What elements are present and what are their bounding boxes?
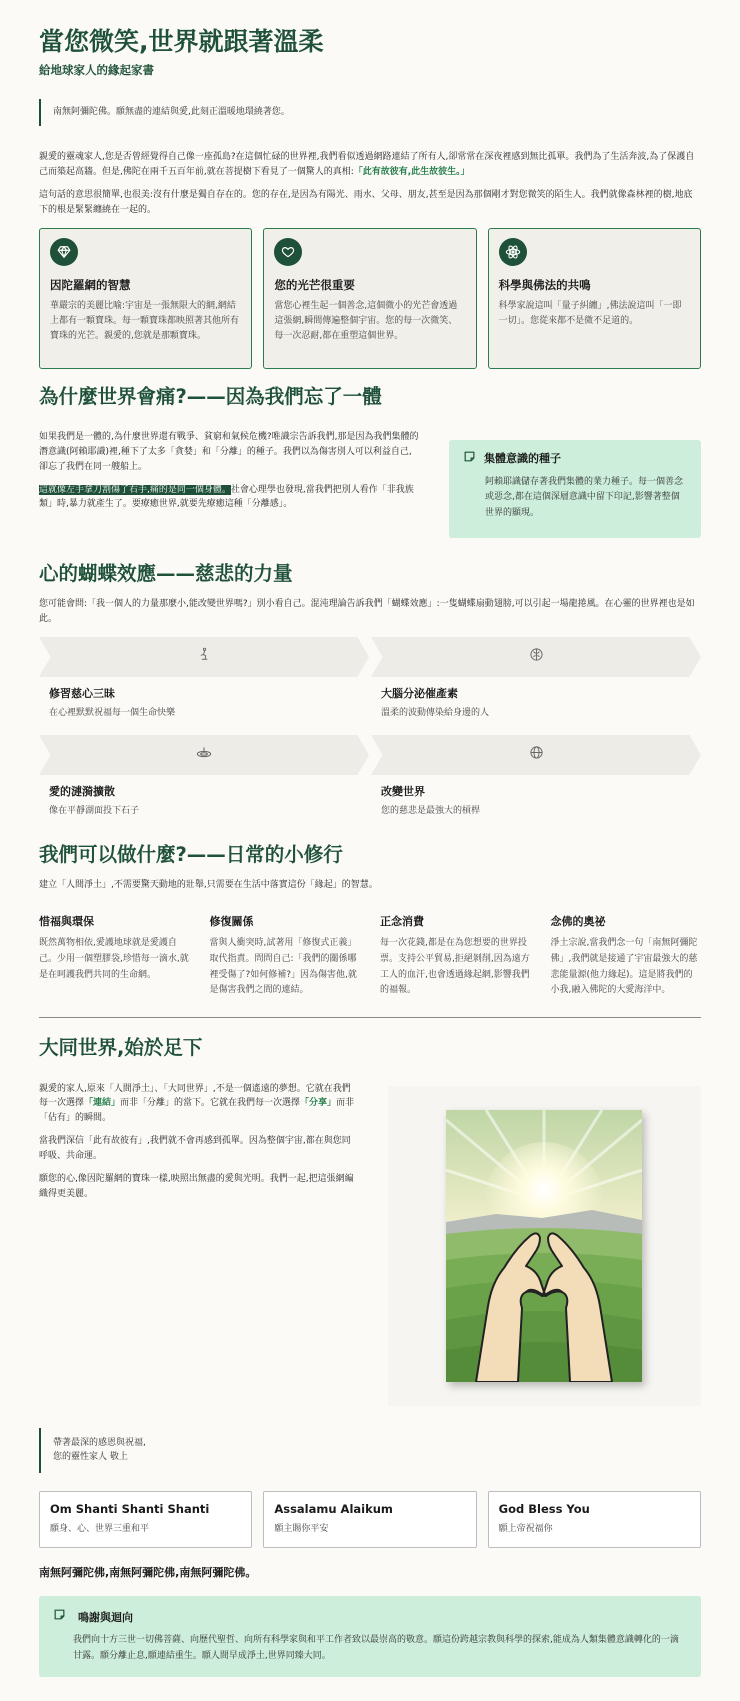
butterfly-intro: 您可能會問:「我一個人的力量那麼小,能改變世界嗎?」別小看自己。混沌理論告訴我們「蝴蝶效應」:一隻蝴蝶扇動翅膀,可以引起一場龍捲風。在心靈的世界裡也是如此。 xyxy=(39,599,695,625)
why-paragraph-1: 如果我們是一體的,為什麼世界還有戰爭、貧窮和氣候危機?唯識宗告訴我們,那是因為我們集體的潛意識(阿賴耶識)裡,種下了太多「貪婪」和「分離」的種子。我們以為傷害別人可以利益自己,卻忘了我們在同一艘船上。 xyxy=(39,431,419,472)
card-title: 因陀羅網的智慧 xyxy=(50,277,131,292)
actions-intro: 建立「人間淨土」,不需要驚天動地的壯舉,只需要在生活中落實這份「緣起」的智慧。 xyxy=(39,880,378,891)
datong-p1-e: 而非「佔有」的瞬間。 xyxy=(39,1098,355,1124)
blessing-card xyxy=(488,1491,701,1548)
gem-icon xyxy=(50,238,78,266)
step-item xyxy=(39,735,369,829)
step-subtitle: 您的慈悲是最強大的槓桿 xyxy=(381,806,481,817)
step-arrow xyxy=(39,637,369,677)
card-body: 當您心裡生起一個善念,這個微小的光芒會透過這張網,瞬間傳遍整個宇宙。您的每一次微笑、每一次忍耐,都在重塑這個世界。 xyxy=(274,300,458,342)
datong-paragraph-3: 願您的心,像因陀羅網的寶珠一樣,映照出無盡的愛與光明。我們一起,把這張網編織得更美麗。 xyxy=(39,1173,354,1199)
practice-title: 念佛的奧祕 xyxy=(550,915,606,929)
seed-callout-title: 集體意識的種子 xyxy=(484,452,561,466)
datong-section xyxy=(39,1082,701,1406)
practice-title: 惜福與環保 xyxy=(39,915,94,929)
practice-body: 既然萬物相依,愛護地球就是愛護自己。少用一個塑膠袋,珍惜每一滴水,就是在呵護我們共同的生命網。 xyxy=(39,938,189,980)
why-section xyxy=(39,430,701,538)
practice-title: 正念消費 xyxy=(380,915,424,929)
meditation-icon xyxy=(197,647,211,667)
step-subtitle: 像在平靜湖面投下石子 xyxy=(49,806,140,817)
thanks-title: 鳴謝與迴向 xyxy=(78,1610,133,1624)
page-title: 當您微笑,世界就跟著溫柔 xyxy=(39,27,324,56)
ripple-icon xyxy=(196,745,212,765)
why-p2-rest: 社會心理學也發現,當我們把別人看作「非我族類」時,暴力就產生了。要療癒世界,就要先療癒這種「分離感」。 xyxy=(39,484,414,510)
section-heading-butterfly: 心的蝴蝶效應——慈悲的力量 xyxy=(39,561,293,585)
card-title: 您的光芒很重要 xyxy=(274,277,355,292)
heart-icon xyxy=(274,238,302,266)
card-your-light xyxy=(263,228,476,369)
thanks-body: 我們向十方三世一切佛菩薩、向歷代聖哲、向所有科學家與和平工作者致以最崇高的敬意。願這份跨越宗教與科學的探索,能成為人類集體意識轉化的一滴甘露。願分離止息,願連結重生。願人間早成淨土,世界同臻大同。 xyxy=(73,1635,679,1661)
section-heading-why: 為什麼世界會痛?——因為我們忘了一體 xyxy=(39,384,382,408)
step-arrow xyxy=(371,735,701,775)
divider xyxy=(39,1017,701,1018)
step-arrow xyxy=(371,637,701,677)
card-title: 科學與佛法的共鳴 xyxy=(498,277,591,292)
blessing-sub: 願主賜你平安 xyxy=(274,1524,329,1535)
step-item xyxy=(39,637,369,731)
section-heading-datong: 大同世界,始於足下 xyxy=(39,1036,203,1060)
step-title: 改變世界 xyxy=(381,784,425,798)
section-heading-actions: 我們可以做什麼?——日常的小修行 xyxy=(39,842,343,866)
blessing-sub: 願上帝祝福你 xyxy=(498,1524,553,1535)
blessing-title: God Bless You xyxy=(498,1502,590,1517)
practice-columns xyxy=(39,913,701,999)
why-highlight: 這就像左手拿刀割傷了右手,痛的是同一個身體。 xyxy=(39,484,231,495)
blessing-title: Om Shanti Shanti Shanti xyxy=(50,1502,210,1517)
practice-item xyxy=(210,913,361,999)
blessing-card xyxy=(263,1491,476,1548)
namo-chant: 南無阿彌陀佛,南無阿彌陀佛,南無阿彌陀佛。 xyxy=(39,1566,257,1580)
card-science-dharma xyxy=(488,228,701,369)
card-indra-net xyxy=(39,228,252,369)
intro-paragraph-2: 這句話的意思很簡單,也很美:沒有什麼是獨自存在的。您的存在,是因為有陽光、雨水、父母、朋友,甚至是因為那個剛才對您微笑的陌生人。我們就像森林裡的樹,地底下的根是緊緊纏繞在一起的。 xyxy=(39,190,693,215)
blessing-sub: 願身、心、世界三重和平 xyxy=(50,1524,150,1535)
note-icon xyxy=(463,450,476,469)
step-item xyxy=(371,637,701,731)
datong-p1-a: 親愛的家人,原來「人間淨土」、「大同世界」,不是一個遙遠的夢想。它就在我們每一次選擇 xyxy=(39,1083,351,1109)
why-text xyxy=(39,430,419,538)
seed-callout-body: 阿賴耶識儲存著我們集體的業力種子。每一個善念或惡念,都在這個深層意識中留下印記,影響著整個世界的顯現。 xyxy=(485,477,684,518)
blessing-cards xyxy=(39,1491,701,1548)
atom-icon xyxy=(499,238,527,266)
globe-icon xyxy=(529,745,544,766)
why-paragraph-2 xyxy=(39,483,419,513)
practice-item xyxy=(551,913,702,999)
practice-item xyxy=(380,913,531,999)
step-subtitle: 溫柔的波動傳染給身邊的人 xyxy=(381,708,490,719)
page-subtitle: 給地球家人的緣起家書 xyxy=(39,62,154,77)
practice-title: 修復關係 xyxy=(209,915,254,929)
datong-p1-c: 而非「分離」的當下。它就在我們每一次選擇 xyxy=(120,1098,301,1109)
blessing-title: Assalamu Alaikum xyxy=(274,1502,393,1517)
concept-cards xyxy=(39,228,701,369)
step-title: 大腦分泌催產素 xyxy=(381,686,458,700)
datong-paragraph-1 xyxy=(39,1082,358,1127)
opening-quote xyxy=(39,99,701,126)
seed-callout xyxy=(449,440,701,538)
step-item xyxy=(371,735,701,829)
intro-p1-text: 親愛的靈魂家人,您是否曾經覺得自己像一座孤島?在這個忙碌的世界裡,我們看似透過網路連結了所有人,卻常常在深夜裡感到無比孤單。我們為了生活奔波,為了保護自己而築起高牆。但是,佛陀在兩千五百年前,就在菩提樹下看見了一個驚人的真相: xyxy=(39,152,695,178)
datong-text xyxy=(39,1082,358,1406)
brain-icon xyxy=(529,647,544,668)
card-body: 科學家說這叫「量子糾纏」,佛法說這叫「一即一切」。您從來都不是微不足道的。 xyxy=(498,300,682,326)
card-body: 華嚴宗的美麗比喻:宇宙是一張無限大的網,網結上都有一顆寶珠。每一顆寶珠都映照著其他所有寶珠的光芒。親愛的,您就是那顆寶珠。 xyxy=(50,300,240,342)
datong-connect: 「連結」 xyxy=(84,1098,121,1109)
note-icon xyxy=(53,1608,66,1627)
practice-item xyxy=(39,913,190,999)
intro-p1-highlight: 「此有故彼有,此生故彼生。」 xyxy=(353,167,470,178)
practice-body: 淨土宗說,當我們念一句「南無阿彌陀佛」,我們就是接通了宇宙最強大的慈悲能量源(他力緣起)。這是將我們的小我,融入佛陀的大愛海洋中。 xyxy=(550,938,698,996)
datong-paragraph-2: 當我們深信「此有故彼有」,我們就不會再感到孤單。因為整個宇宙,都在與您同呼吸、共命運。 xyxy=(39,1136,351,1161)
practice-body: 當與人衝突時,試著用「修復式正義」取代指責。問問自己:「我們的關係哪裡受傷了?如何修補?」因為傷害他,就是傷害我們之間的連結。 xyxy=(209,938,357,996)
step-arrow xyxy=(39,735,369,775)
thanks-dedication xyxy=(39,1596,701,1677)
blessing-card xyxy=(39,1491,252,1548)
step-subtitle: 在心裡默默祝福每一個生命快樂 xyxy=(49,708,176,719)
datong-share: 「分享」 xyxy=(300,1098,337,1109)
step-title: 修習慈心三昧 xyxy=(49,686,115,700)
opening-quote-text: 南無阿彌陀佛。願無盡的連結與愛,此刻正溫暖地環繞著您。 xyxy=(53,107,290,118)
closing-signoff xyxy=(39,1428,701,1474)
heart-hands-illustration xyxy=(388,1086,701,1406)
butterfly-steps xyxy=(39,637,701,829)
step-title: 愛的漣漪擴散 xyxy=(49,784,115,798)
closing-line-2: 您的靈性家人 敬上 xyxy=(53,1452,128,1463)
intro-paragraph-1 xyxy=(39,150,701,180)
closing-line-1: 帶著最深的感恩與祝福, xyxy=(53,1437,146,1448)
practice-body: 每一次花錢,都是在為您想要的世界投票。支持公平貿易,拒絕剝削,因為遠方工人的血汗,也會透過緣起網,影響我們的福報。 xyxy=(380,938,530,996)
